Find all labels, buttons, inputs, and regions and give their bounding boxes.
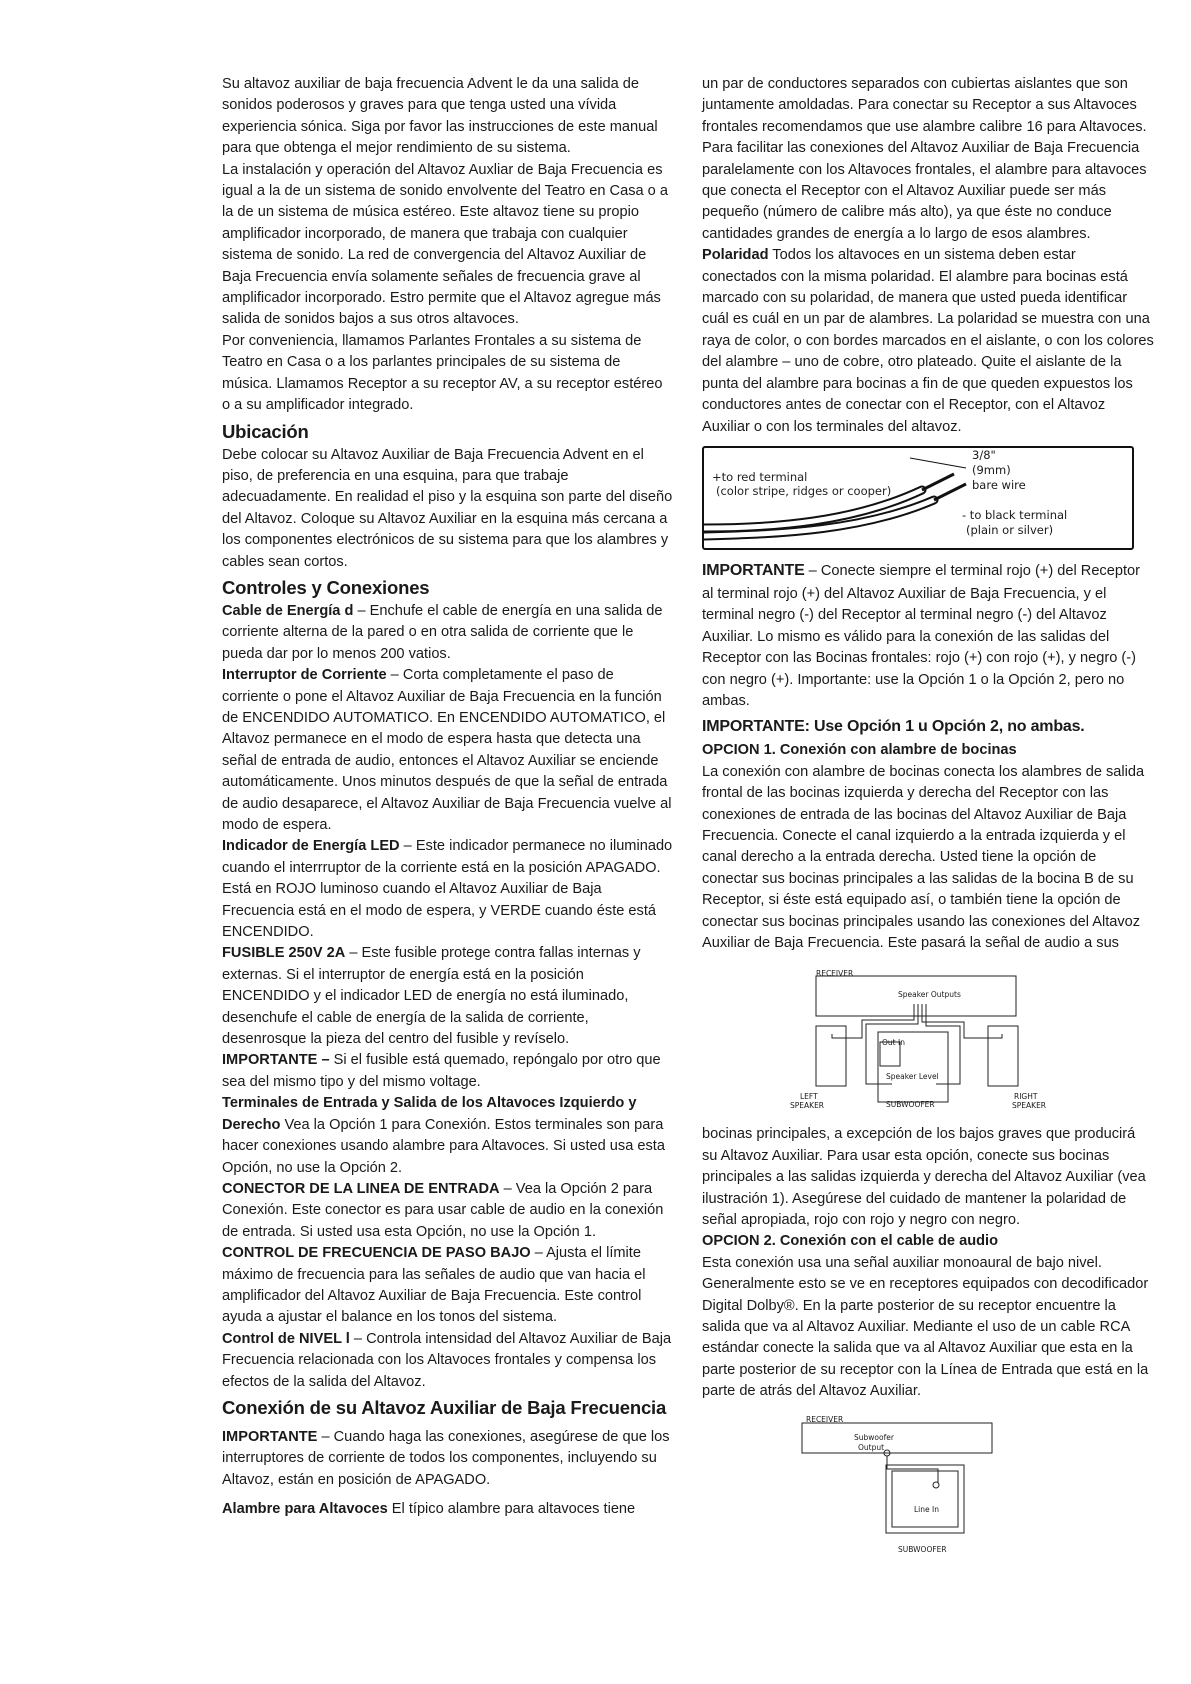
level-paragraph: Control de NIVEL l – Controla intensidad del Altavoz Auxiliar de Baja Frecuencia relacionada con los Altavoces frontales y compensa los efectos de la salida del Altavoz.: [222, 1330, 672, 1390]
subwoofer-output-label: Subwoofer: [854, 1432, 894, 1442]
interruptor-paragraph: Interruptor de Corriente – Corta completamente el paso de corriente o pone el Altavoz Auxiliar de Baja Frecuencia en la función de ENCENDIDO AUTOMATICO. En ENCENDIDO AUTOMATICO, el Altavoz permanece en el modo de espera hasta que detecta una señal de entrada de audio, entonces el Altavoz Auxiliar se enciende automáticamente. Unos minutos después de que la señal de entrada de audio desaparece, el Altavoz Auxiliar de Baja Frecuencia vuelve al modo de espera.: [222, 667, 672, 833]
option1-paragraph: La conexión con alambre de bocinas conecta los alambres de salida frontal de las bocinas izquierda y derecha del Receptor con las conexiones de entrada de las bocinas del Altavoz Auxiliar de Baja Frecuencia. Conecte el canal izquierdo a la entrada izquierda y el canal derecho a la entrada derecha. Usted tiene la opción de conectar sus bocinas principales a las salidas de la bocina B de su Receptor, si éste está equipado así, o también tiene la opción de conectar sus bocinas principales usando las conexiones del Altavoz Auxiliar de Baja Frecuencia. Este pasará la señal de audio a sus: [702, 763, 1145, 951]
convenience-paragraph: Por conveniencia, llamamos Parlantes Frontales a su sistema de Teatro en Casa o a los parlantes principales de su sistema de música. Llamamos Receptor a su receptor AV, a su receptor estéreo o a su amplificador integrado.: [222, 332, 663, 414]
important-fuse-paragraph: IMPORTANTE – Si el fusible está quemado, repóngalo por otro que sea del mismo tipo y del mismo voltage.: [222, 1052, 661, 1090]
bare-size-mm: (9mm): [972, 462, 1011, 477]
audio-cable-illustration: [702, 1403, 1154, 1553]
important-polarity-paragraph: IMPORTANTE – Conecte siempre el terminal rojo (+) del Receptor al terminal rojo (+) del Altavoz Auxiliar de Baja Frecuencia, y el terminal negro (-) del Receptor al terminal negro (-) del Altavoz Auxiliar. Lo mismo es válido para la conexión de las salidas del Receptor con las Bocinas frontales: rojo (+) con rojo (+), y negro (-) con negro (+). Importante: use la Opción 1 o la Opción 2, pero no ambas.: [702, 561, 1140, 709]
line-in-label: Line In: [914, 1504, 939, 1514]
bare-wire-label: bare wire: [972, 477, 1026, 492]
heading-controles: Controles y Conexiones: [222, 576, 430, 598]
right-speaker-label: RIGHT: [1014, 1092, 1038, 1102]
receiver-label-2: RECEIVER: [806, 1414, 844, 1424]
receiver-label: RECEIVER: [816, 969, 854, 979]
right-column: [702, 74, 1154, 1553]
parallel-paragraph: Para facilitar las conexiones del Altavoz Auxiliar de Baja Frecuencia paralelamente con los Altavoces frontales, el alambre para altavoces que conecta el Receptor con el Altavoz Auxiliar puede ser más pequeño (número de calibre más alto), ya que éste no conduce cantidades grandes de energía a lo largo de esos alambres.: [702, 140, 1147, 242]
wire-diagram: [702, 446, 1134, 550]
option1-diagram: [702, 954, 1154, 1124]
fusible-paragraph: FUSIBLE 250V 2A – Este fusible protege contra fallas internas y externas. Si el interruptor de energía está en la posición ENCENDIDO y el indicador LED de energía no está iluminado, desenchufe el cable de energía de la salida de corriente, desenrosque la pieza del centro del fusible y revíselo.: [222, 945, 641, 1048]
polarity-paragraph: Polaridad Todos los altavoces en un sistema deben estar conectados con la misma polaridad. El alambre para bocinas está marcado con su polaridad, de manera que usted pueda identificar cuál es cuál en un par de alambres. La polaridad se muestra con una raya de color, o con bordes marcados en el aislante, o con los colores del alambre – uno de cobre, otro plateado. Quite el aislante de la punta del alambre para bocinas a fin de que queden expuestos los conductores antes de conectar con el Receptor, con el Altavoz Auxiliar o con los terminales del altavoz.: [702, 247, 1154, 435]
option2-paragraph: Esta conexión usa una señal auxiliar monoaural de bajo nivel. Generalmente esto se ve en receptores equipados con decodificador Digital Dolby®. En la parte posterior de su receptor encuentre la salida que va al Altavoz Auxiliar. Mediante el uso de un cable RCA estándar conecte la salida que va al Altavoz Auxiliar que esta en la parte posterior de su receptor con la Línea de Entrada que está en la parte de atrás del Altavoz Auxiliar.: [702, 1254, 1149, 1400]
option1-paragraph-cont: bocinas principales, a excepción de los bajos graves que producirá su Altavoz Auxiliar. Para usar esta opción, conecte sus bocinas principales a las salidas izquierda y derecha del Altavoz Auxiliar (vea ilustración 1). Asegúrese del cuidado de mantener la polaridad de señal apropiada, rojo con rojo y negro con negro.: [702, 1126, 1146, 1229]
out-in-label: Out In: [882, 1038, 905, 1048]
cable-paragraph: Cable de Energía d – Enchufe el cable de energía en una salida de corriente alterna de la pared o en otra salida de corriente que le pueda dar por lo menos 200 vatios.: [222, 602, 663, 662]
black-terminal-note: (plain or silver): [966, 522, 1054, 537]
red-terminal-label: +to red terminal: [712, 469, 808, 484]
speaker-level-label: Speaker Level: [886, 1072, 939, 1082]
option2-diagram: [702, 1403, 1154, 1553]
option2-title: OPCION 2. Conexión con el cable de audio: [702, 1233, 998, 1250]
left-column: [222, 74, 674, 1521]
left-speaker-label-2: SPEAKER: [790, 1101, 825, 1111]
installation-paragraph: La instalación y operación del Altavoz Auxliar de Baja Frecuencia es igual a la de un sistema de sonido envolvente del Teatro en Casa o a la de un sistema de música estéreo. Este altavoz tiene su propio amplificador incorporado, de manera que trabaja con cualquier sistema de sonido. La red de convergencia del Altavoz Auxiliar de Baja Frecuencia envía solamente señales de frecuencia grave al amplificador incorporado. Estro permite que el Altavoz agregue más salida de sonidos bajos a sus otros altavoces.: [222, 161, 668, 328]
subwoofer-output-label-2: Output: [858, 1442, 885, 1452]
led-paragraph: Indicador de Energía LED – Este indicador permanece no iluminado cuando el interrruptor de la corriente está en la posición APAGADO. Está en ROJO luminoso cuando el Altavoz Auxiliar de Baja Frecuencia está en el modo de espera, y VERDE cuando éste está ENCENDIDO.: [222, 838, 673, 941]
terminals-paragraph: Terminales de Entrada y Salida de los Altavoces Izquierdo y Derecho Vea la Opción 1 para Conexión. Estos terminales son para hacer conexiones usando alambre para Altavoces. Si usted usa esta Opción, no use la Opción 2.: [222, 1095, 665, 1176]
intro-paragraph: Su altavoz auxiliar de baja frecuencia Advent le da una salida de sonidos poderosos y graves para que tenga usted una vívida experiencia sónica. Siga por favor las instrucciones de este manual para que obtenga el mejor rendimiento de su sistema.: [222, 76, 658, 157]
black-terminal-label: - to black terminal: [962, 507, 1068, 522]
right-speaker-label-2: SPEAKER: [1012, 1101, 1047, 1111]
heading-ubicacion: Ubicación: [222, 420, 309, 442]
bare-size-label: 3/8": [972, 447, 996, 462]
wire-paragraph: un par de conductores separados con cubiertas aislantes que son juntamente amoldadas. Para conectar su Receptor a sus Altavoces frontales recomendamos que use alambre calibre 16 para Altavoces.: [702, 76, 1147, 135]
speaker-wire-illustration: [704, 448, 1132, 548]
lowpass-paragraph: CONTROL DE FRECUENCIA DE PASO BAJO – Ajusta el límite máximo de frecuencia para las señales de audio que van hacia el amplificador del Altavoz Auxiliar de Baja Frecuencia. Este control ayuda a ajustar el balance en los tonos del sistema.: [222, 1245, 646, 1326]
important-power-paragraph: IMPORTANTE – Cuando haga las conexiones, asegúrese de que los interruptores de corriente de todos los componentes, incluyendo su Altavoz, están en posición de APAGADO.: [222, 1428, 670, 1488]
left-speaker-label: LEFT: [800, 1092, 818, 1102]
option1-title: OPCION 1. Conexión con alambre de bocinas: [702, 742, 1017, 759]
subwoofer-label: SUBWOOFER: [886, 1100, 935, 1110]
speaker-wire-paragraph: Alambre para Altavoces El típico alambre para altavoces tiene: [222, 1501, 636, 1518]
heading-use-option: IMPORTANTE: Use Opción 1 u Opción 2, no ambas.: [702, 718, 1085, 736]
ubicacion-paragraph: Debe colocar su Altavoz Auxiliar de Baja Frecuencia Advent en el piso, de preferencia en una esquina, para que trabaje adecuadamente. En realidad el piso y la esquina son parte del diseño del Altavoz. Coloque su Altavoz Auxiliar en la esquina más cercana a los componentes electrónicos de su sistema para que los alambres y cables sean cortos.: [222, 446, 673, 570]
speaker-outputs-label: Speaker Outputs: [898, 990, 961, 1000]
subwoofer-label-2: SUBWOOFER: [898, 1544, 947, 1554]
line-input-paragraph: CONECTOR DE LA LINEA DE ENTRADA – Vea la Opción 2 para Conexión. Este conector es para usar cable de audio en la conexión de entrada. Si usted usa esta Opción, no use la Opción 1.: [222, 1180, 664, 1240]
red-terminal-note: (color stripe, ridges or cooper): [716, 483, 892, 498]
heading-conexion: Conexión de su Altavoz Auxiliar de Baja Frecuencia: [222, 1396, 667, 1418]
